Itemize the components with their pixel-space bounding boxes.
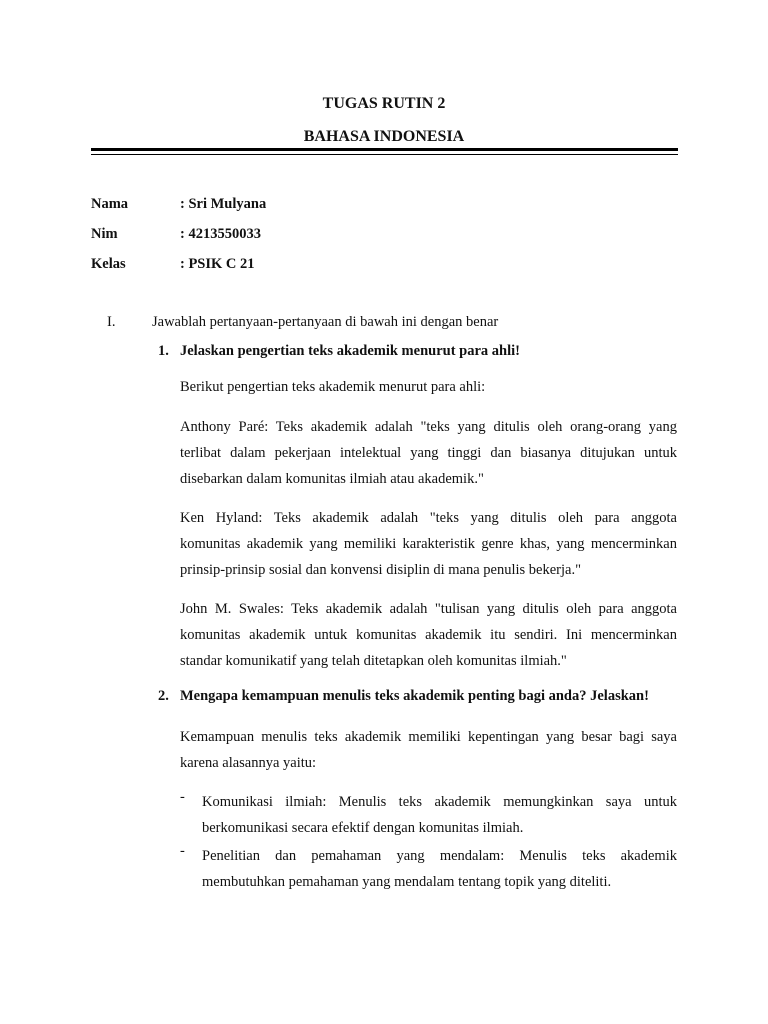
section-instruction: Jawablah pertanyaan-pertanyaan di bawah ini dengan benar: [152, 314, 499, 330]
hyland-line-1: Ken Hyland: Teks akademik adalah "teks yang ditulis oleh para anggota: [180, 510, 677, 526]
document-title: TUGAS RUTIN 2: [322, 95, 446, 112]
identity-label-nim: Nim: [91, 226, 118, 242]
question-2-number: 2.: [158, 688, 169, 704]
swales-line-2: komunitas akademik untuk komunitas akademik itu sendiri. Ini mencerminkan: [180, 627, 677, 643]
pare-line-1: Anthony Paré: Teks akademik adalah "teks yang ditulis oleh orang-orang yang: [180, 419, 677, 435]
header-rule-thin: [91, 154, 678, 155]
section-numeral: I.: [107, 314, 116, 330]
q1-definition-hyland: [180, 505, 677, 583]
question-1-text: Jelaskan pengertian teks akademik menurut para ahli!: [180, 343, 520, 359]
pare-line-2: terlibat dalam pekerjaan intelektual yang tinggi dan biasanya ditujukan untuk: [180, 445, 677, 461]
identity-label-nama: Nama: [91, 196, 129, 212]
q2-intro-line-2: karena alasannya yaitu:: [180, 755, 317, 771]
bullet-item-2: [202, 843, 677, 895]
q1-definition-pare: [180, 414, 677, 492]
identity-label-kelas: Kelas: [91, 256, 126, 272]
identity-value-kelas: : PSIK C 21: [180, 256, 255, 272]
bullet-2-line-2: membutuhkan pemahaman yang mendalam tentang topik yang diteliti.: [202, 874, 612, 890]
question-1-number: 1.: [158, 343, 169, 359]
identity-value-nim: : 4213550033: [180, 226, 261, 242]
hyland-line-3: prinsip-prinsip sosial dan konvensi disiplin di mana penulis bekerja.": [180, 562, 581, 578]
bullet-2-line-1: Penelitian dan pemahaman yang mendalam: Menulis teks akademik: [202, 848, 677, 864]
document-subtitle: BAHASA INDONESIA: [303, 128, 465, 145]
pare-line-3: disebarkan dalam komunitas ilmiah atau akademik.": [180, 471, 484, 487]
q2-intro-line-1: Kemampuan menulis teks akademik memiliki kepentingan yang besar bagi saya: [180, 729, 677, 745]
q1-definition-swales: [180, 596, 677, 674]
question-2-text: Mengapa kemampuan menulis teks akademik penting bagi anda? Jelaskan!: [180, 688, 649, 704]
bullet-1-line-2: berkomunikasi secara efektif dengan komunitas ilmiah.: [202, 820, 524, 836]
swales-line-1: John M. Swales: Teks akademik adalah "tulisan yang ditulis oleh para anggota: [180, 601, 677, 617]
swales-line-3: standar komunikatif yang telah ditetapkan oleh komunitas ilmiah.": [180, 653, 567, 669]
identity-value-nama: : Sri Mulyana: [180, 196, 267, 212]
q1-intro: Berikut pengertian teks akademik menurut para ahli:: [180, 379, 486, 395]
hyland-line-2: komunitas akademik yang memiliki karakteristik genre khas, yang mencerminkan: [180, 536, 677, 552]
bullet-item-1: [202, 789, 677, 841]
header-rule-thick: [91, 148, 678, 151]
bullet-1-line-1: Komunikasi ilmiah: Menulis teks akademik memungkinkan saya untuk: [202, 794, 677, 810]
bullet-marker-2: -: [180, 843, 185, 859]
q2-intro: [180, 724, 677, 776]
bullet-marker-1: -: [180, 789, 185, 805]
